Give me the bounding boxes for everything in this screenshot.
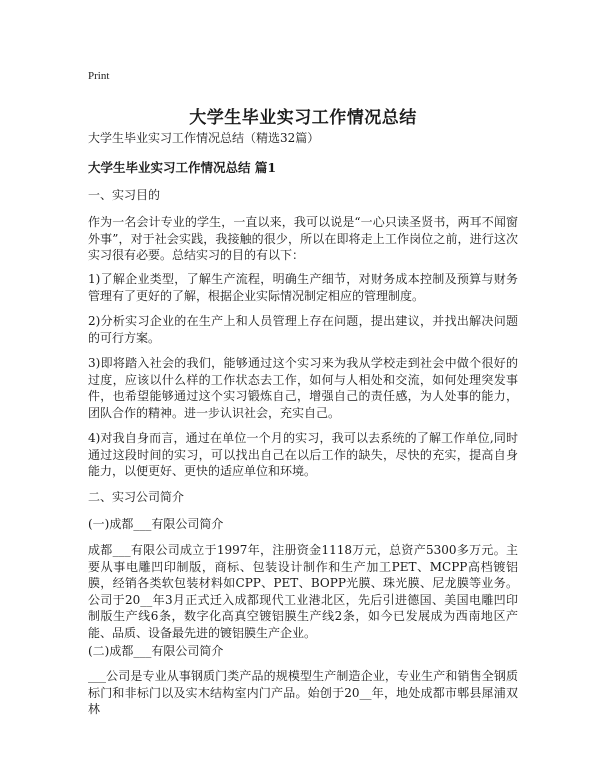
paragraph-company-1: 成都___有限公司成立于1997年，注册资金1118万元，总资产5300多万元。主要从事电雕凹印制版，商标、包装设计制作和生产加工PET、MCPP高档镀铝膜，经销各类软包装材料如CPP、PET、BOPP光膜、珠光膜、尼龙膜等业务。公司于20__年3月正式迁入成都现代工业港北区，先后引进德国、美国电雕凹印制版生产线6条，数字化高真空镀铝膜生产线2条，如今已发展成为西南地区产能、品质、设备最先进的镀铝膜生产企业。 (88, 543, 518, 640)
paragraph-item-3: 3)即将踏入社会的我们，能够通过这个实习来为我从学校走到社会中做个很好的过度，应该以什么样的工作状态去工作，如何与人相处和交流，如何处理突发事件，也希望能够通过这个实习锻炼自己，增强自己的责任感，为人处事的能力，团队合作的精神。进一步认识社会，充实自己。 (88, 356, 518, 420)
heading-purpose: 一、实习目的 (88, 188, 161, 202)
paragraph-intro: 作为一名会计专业的学生，一直以来，我可以说是“一心只读圣贤书，两耳不闻窗外事”，对于社会实践，我接触的很少，所以在即将走上工作岗位之前，进行这次实习很有必要。总结实习的目的有以下： (88, 215, 518, 262)
heading-company-1: (一)成都___有限公司简介 (88, 517, 224, 531)
paragraph-company-2: ___公司是专业从事钢质门类产品的规模型生产制造企业，专业生产和销售全钢质标门和非标门以及实木结构室内门产品。始创于20__年，地处成都市郫县犀浦双林 (88, 669, 518, 716)
heading-company-intro: 二、实习公司简介 (88, 490, 185, 504)
paragraph-item-4: 4)对我自身而言，通过在单位一个月的实习，我可以去系统的了解工作单位,同时通过这段时间的实习，可以找出自己在以后工作的缺失，尽快的充实，提高自身能力，以便更好、更快的适应单位和环境。 (88, 431, 518, 478)
page-title: 大学生毕业实习工作情况总结 (189, 108, 417, 128)
heading-company-2: (二)成都___有限公司简介 (88, 644, 224, 658)
subtitle: 大学生毕业实习工作情况总结（精选32篇） (88, 131, 320, 145)
section-heading: 大学生毕业实习工作情况总结 篇1 (88, 160, 277, 175)
print-link[interactable]: Print (88, 70, 110, 82)
paragraph-item-2: 2)分析实习企业的在生产上和人员管理上存在问题，提出建议，并找出解决问题的可行方案。 (88, 314, 518, 345)
paragraph-item-1: 1)了解企业类型，了解生产流程，明确生产细节，对财务成本控制及预算与财务管理有了更好的了解，根据企业实际情况制定相应的管理制度。 (88, 272, 518, 303)
